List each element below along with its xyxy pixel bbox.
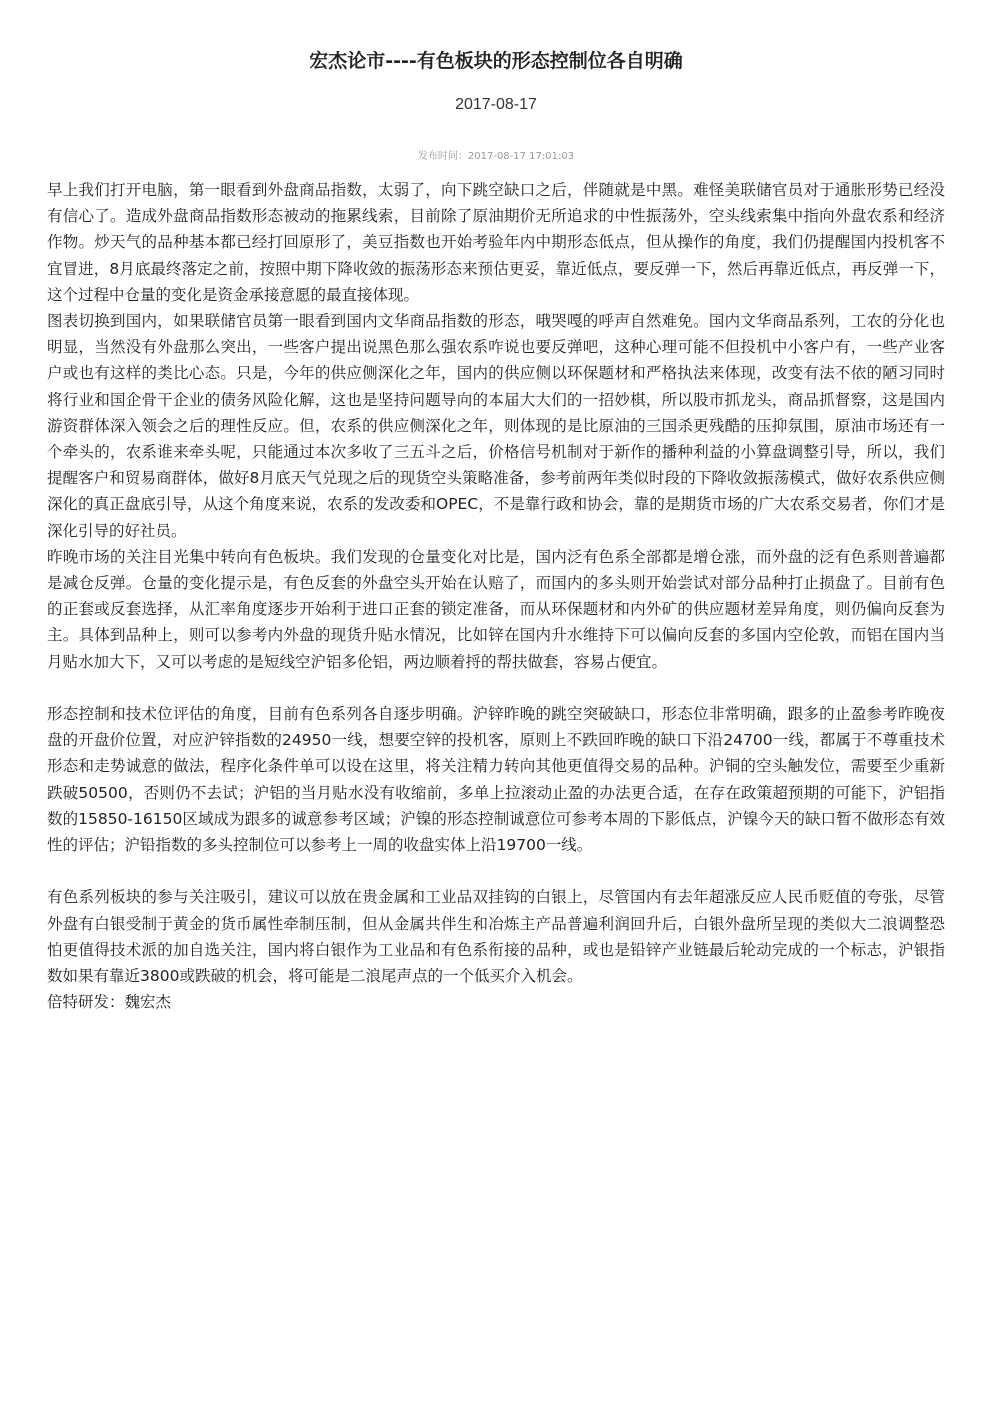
paragraph-4: 形态控制和技术位评估的角度，目前有色系列各自逐步明确。沪锌昨晚的跳空突破缺口，形态位非常明确，跟多的止盈参考昨晚夜盘的开盘价位置，对应沪锌指数的24950一线，想要空锌的投机客，原则上不跌回昨晚的缺口下沿24700一线，都属于不尊重技术形态和走势诚意的做法，程序化条件单可以设在这里，将关注精力转向其他更值得交易的品种。沪铜的空头触发位，需要至少重新跌破50500，否则仍不去试；沪铝的当月贴水没有收缩前，多单上拉滚动止盈的办法更合适，在存在政策超预期的可能下，沪铝指数的15850-16150区域成为跟多的诚意参考区域；沪镍的形态控制诚意位可参考本周的下影低点，沪镍今天的缺口暂不做形态有效性的评估；沪铅指数的多头控制位可以参考上一周的收盘实体上沿19700一线。	[47, 705, 945, 855]
author-signature: 倍特研发：魏宏杰	[47, 993, 172, 1012]
paragraph-spacer	[47, 675, 945, 701]
article-body	[47, 177, 945, 1015]
article-title: 宏杰论市----有色板块的形态控制位各自明确	[309, 50, 683, 72]
article-date: 2017-08-17	[455, 96, 537, 113]
paragraph-3: 昨晚市场的关注目光集中转向有色板块。我们发现的仓量变化对比是，国内泛有色系全部都是增仓涨，而外盘的泛有色系则普遍都是减仓反弹。仓量的变化提示是，有色反套的外盘空头开始在认赔了，而国内的多头则开始尝试对部分品种打止损盘了。目前有色的正套或反套选择，从汇率角度逐步开始利于进口正套的锁定准备，而从环保题材和内外矿的供应题材差异角度，则仍偏向反套为主。具体到品种上，则可以参考内外盘的现货升贴水情况，比如锌在国内升水维持下可以偏向反套的多国内空伦敦，而铝在国内当月贴水加大下，又可以考虑的是短线空沪铝多伦铝，两边顺着捋的帮扶做套，容易占便宜。	[47, 547, 945, 671]
paragraph-spacer	[47, 858, 945, 884]
publish-time: 发布时间：2017-08-17 17:01:03	[417, 151, 575, 162]
paragraph-5: 有色系列板块的参与关注吸引，建议可以放在贵金属和工业品双挂钩的白银上，尽管国内有去年超涨反应人民币贬值的夸张，尽管外盘有白银受制于黄金的货币属性牵制压制，但从金属共伴生和冶炼主产品普遍利润回升后，白银外盘所呈现的类似大二浪调整恐怕更值得技术派的加自选关注，国内将白银作为工业品和有色系衔接的品种，或也是铅锌产业链最后轮动完成的一个标志，沪银指数如果有靠近3800或跌破的机会，将可能是二浪尾声点的一个低买介入机会。	[47, 888, 945, 986]
paragraph-2: 图表切换到国内，如果联储官员第一眼看到国内文华商品指数的形态，哦哭嘎的呼声自然难免。国内文华商品系列，工农的分化也明显，当然没有外盘那么突出，一些客户提出说黑色那么强农系咋说也要反弹吧，这种心理可能不但投机中小客户有，一些产业客户或也有这样的类比心态。只是，今年的供应侧深化之年，国内的供应侧以环保题材和严格执法来体现，改变有法不依的陋习同时将行业和国企骨干企业的债务风险化解，这也是坚持问题导向的本届大大们的一招妙棋，所以股市抓龙头，商品抓督察，这是国内游资群体深入领会之后的理性反应。但，农系的供应侧深化之年，则体现的是比原油的三国杀更残酷的压抑氛围，原油市场还有一个牵头的，农系谁来牵头呢，只能通过本次多收了三五斗之后，价格信号机制对于新作的播种利益的小算盘调整引导，所以，我们提醒客户和贸易商群体，做好8月底天气兑现之后的现货空头策略准备，参考前两年类似时段的下降收敛振荡模式，做好农系供应侧深化的真正盘底引导，从这个角度来说，农系的发改委和OPEC，不是靠行政和协会，靠的是期货市场的广大农系交易者，你们才是深化引导的好社员。	[47, 312, 945, 540]
paragraph-1: 早上我们打开电脑，第一眼看到外盘商品指数，太弱了，向下跳空缺口之后，伴随就是中黑。难怪美联储官员对于通胀形势已经没有信心了。造成外盘商品指数形态被动的拖累线索，目前除了原油期价无所追求的中性振荡外，空头线索集中指向外盘农系和经济作物。炒天气的品种基本都已经打回原形了，美豆指数也开始考验年内中期形态低点，但从操作的角度，我们仍提醒国内投机客不宜冒进，8月底最终落定之前，按照中期下降收敛的振荡形态来预估更妥，靠近低点，要反弹一下，然后再靠近低点，再反弹一下，这个过程中仓量的变化是资金承接意愿的最直接体现。	[47, 181, 945, 304]
